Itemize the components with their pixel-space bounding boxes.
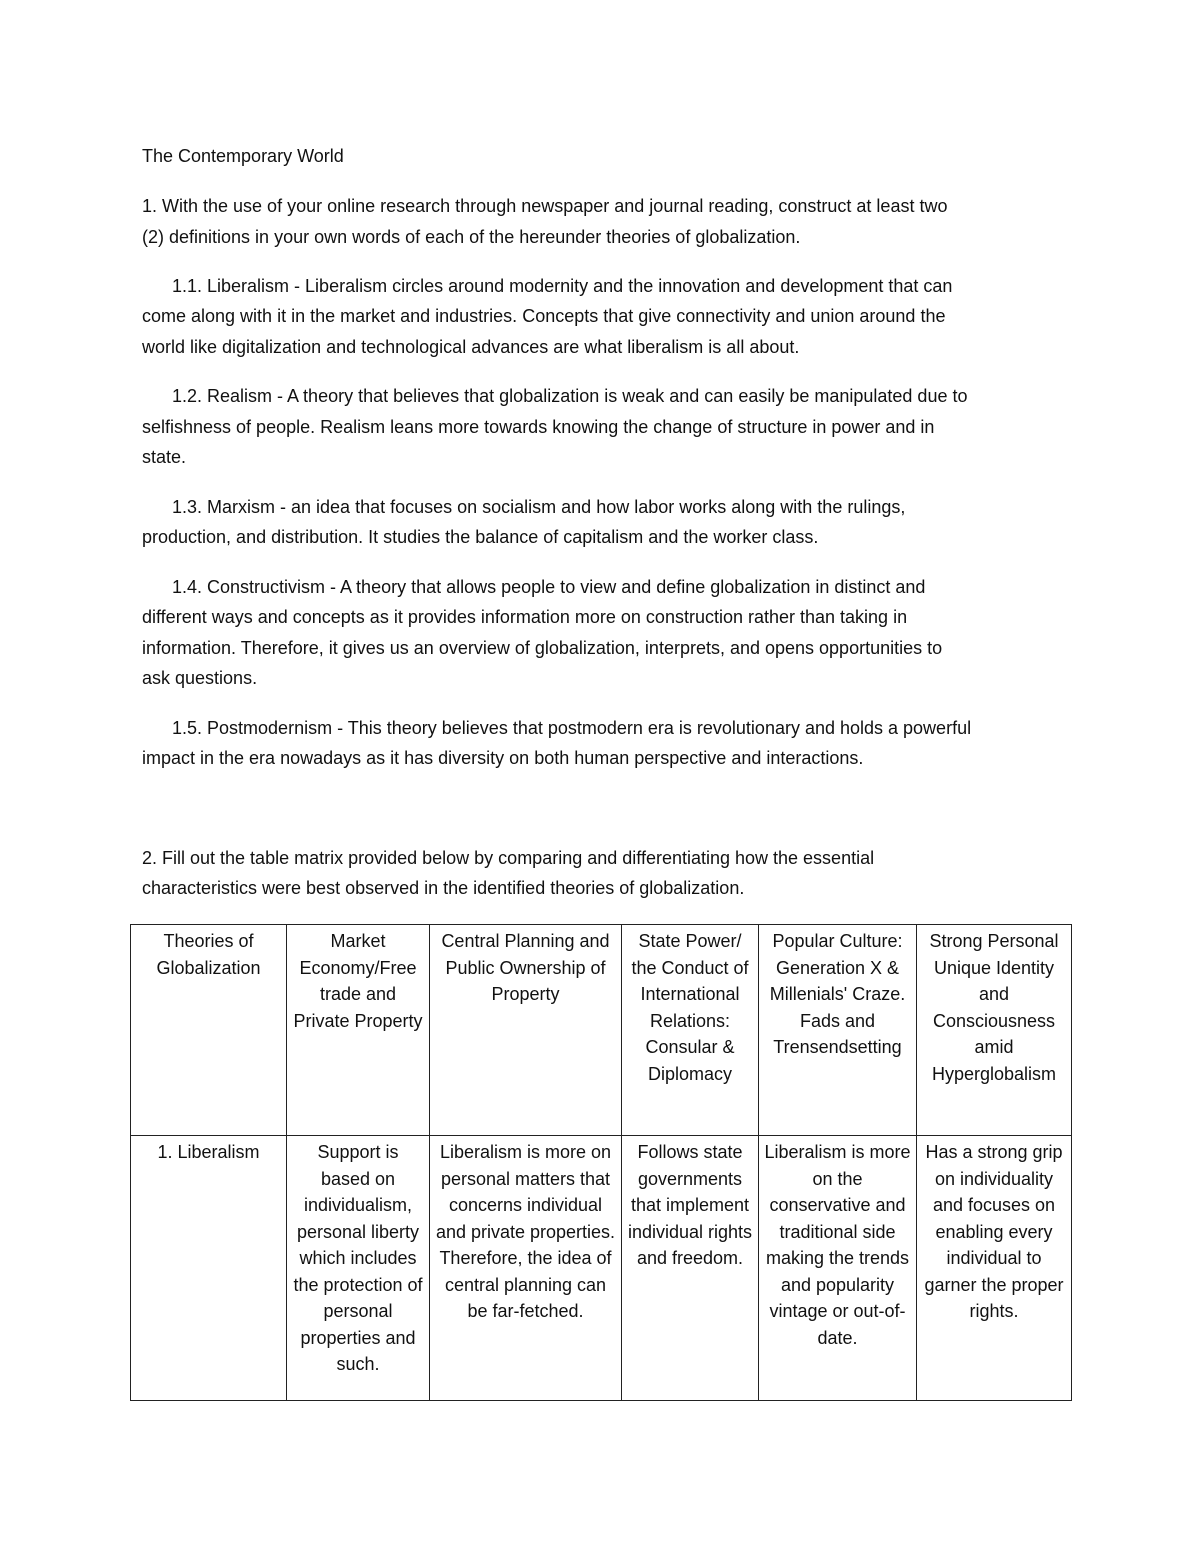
definition-line: world like digitalization and technological advances are what liberalism is all about. — [142, 337, 800, 357]
table-cell: 1. Liberalism — [131, 1136, 287, 1401]
table-header-cell: Popular Culture: Generation X & Millenials' Craze. Fads and Trensendsetting — [759, 925, 917, 1136]
table-header-cell: Theories of Globalization — [131, 925, 287, 1136]
definition-line: ask questions. — [142, 668, 258, 688]
definition-line: 1.1. Liberalism - Liberalism circles around modernity and the innovation and development that can — [172, 276, 953, 296]
table-cell: Support is based on individualism, personal liberty which includes the protection of personal properties and such. — [287, 1136, 430, 1401]
table-cell: Liberalism is more on personal matters that concerns individual and private properties. Therefore, the idea of central planning can be far-fetched. — [430, 1136, 622, 1401]
table-header-cell: Strong Personal Unique Identity and Consciousness amid Hyperglobalism — [917, 925, 1072, 1136]
definition-line: state. — [142, 447, 187, 467]
question-1-prompt: 1. With the use of your online research through newspaper and journal reading, construct at least two — [142, 196, 948, 216]
document-title: The Contemporary World — [142, 146, 344, 166]
definition-line: 1.5. Postmodernism - This theory believes that postmodern era is revolutionary and holds a powerful — [172, 718, 972, 738]
definition-line: different ways and concepts as it provides information more on construction rather than taking in — [142, 607, 908, 627]
question-1-prompt: (2) definitions in your own words of each of the hereunder theories of globalization. — [142, 227, 801, 247]
definition-line: production, and distribution. It studies the balance of capitalism and the worker class. — [142, 527, 819, 547]
table-row — [131, 1136, 1072, 1401]
definition-line: selfishness of people. Realism leans more towards knowing the change of structure in power and in — [142, 417, 935, 437]
table-header-cell: Central Planning and Public Ownership of Property — [430, 925, 622, 1136]
question-2-prompt: 2. Fill out the table matrix provided below by comparing and differentiating how the essential — [142, 848, 875, 868]
definition-line: 1.4. Constructivism - A theory that allows people to view and define globalization in distinct and — [172, 577, 926, 597]
definition-line: 1.2. Realism - A theory that believes that globalization is weak and can easily be manipulated due to — [172, 386, 968, 406]
table-header-row — [131, 925, 1072, 1136]
question-2-prompt: characteristics were best observed in the identified theories of globalization. — [142, 878, 745, 898]
definition-line: impact in the era nowadays as it has diversity on both human perspective and interactions. — [142, 748, 864, 768]
definition-line: 1.3. Marxism - an idea that focuses on socialism and how labor works along with the rulings, — [172, 497, 906, 517]
definition-line: information. Therefore, it gives us an overview of globalization, interprets, and opens opportunities to — [142, 638, 943, 658]
table-cell: Follows state governments that implement individual rights and freedom. — [622, 1136, 759, 1401]
table-cell: Liberalism is more on the conservative and traditional side making the trends and popularity vintage or out-of-date. — [759, 1136, 917, 1401]
table-cell: Has a strong grip on individuality and focuses on enabling every individual to garner the proper rights. — [917, 1136, 1072, 1401]
theories-matrix-table — [130, 924, 1072, 1401]
table-header-cell: Market Economy/Free trade and Private Property — [287, 925, 430, 1136]
definition-line: come along with it in the market and industries. Concepts that give connectivity and union around the — [142, 306, 946, 326]
table-header-cell: State Power/ the Conduct of International Relations: Consular & Diplomacy — [622, 925, 759, 1136]
